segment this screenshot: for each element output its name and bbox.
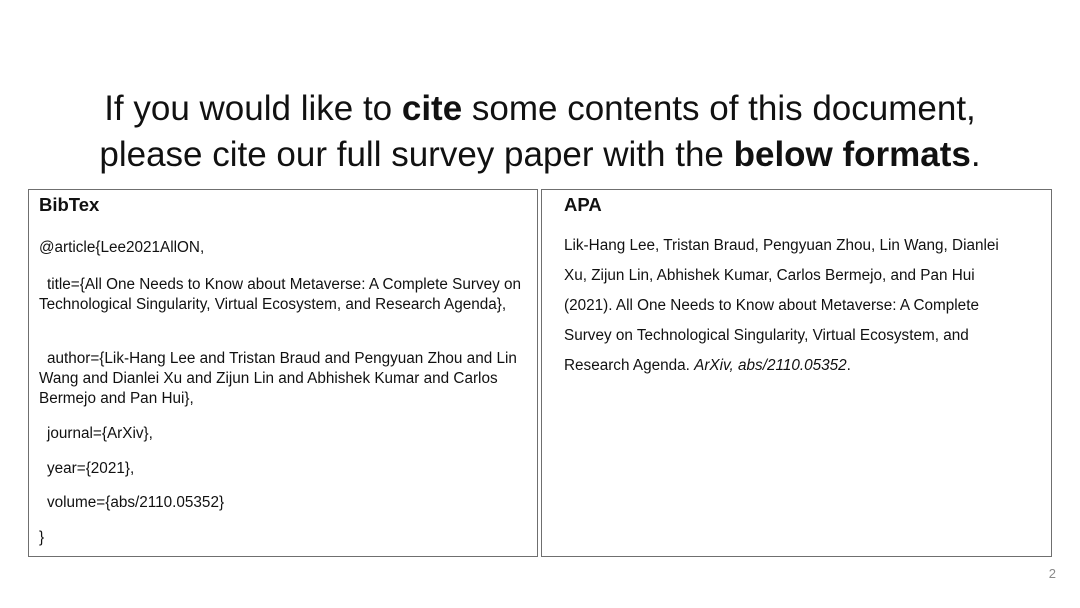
apa-volume: abs/2110.05352 — [733, 357, 847, 374]
bibtex-title: BibTex — [39, 194, 100, 215]
bibtex-year-field: year={2021}, — [47, 460, 135, 477]
bibtex-box — [28, 189, 538, 557]
bibtex-author-field: author={Lik-Hang Lee and Tristan Braud and Pengyuan Zhou and Lin Wang and Dianlei Xu and Zijun Lin and Abhishek Kumar and Carlos Bermejo and Pan Hui}, — [39, 350, 517, 407]
bibtex-volume-field: volume={abs/2110.05352} — [47, 494, 225, 511]
bibtex-entry-close: } — [39, 529, 45, 546]
heading-text: If you would like to — [104, 89, 402, 128]
bibtex-journal-field: journal={ArXiv}, — [47, 425, 153, 442]
page-number: 2 — [1048, 566, 1056, 581]
heading-text: please cite our full survey paper with the — [99, 135, 734, 174]
apa-citation: Lik-Hang Lee, Tristan Braud, Pengyuan Zhou, Lin Wang, Dianlei Xu, Zijun Lin, Abhishek Kumar, Carlos Bermejo, and Pan Hui (2021). All One Needs to Know about Metaverse: A Complete Survey on Technological Singularity, Virtual Ecosystem, and Research Agenda. ArXiv, abs/2110.05352. — [564, 237, 999, 374]
heading-text: . — [970, 135, 981, 174]
apa-journal: ArXiv, — [694, 357, 734, 374]
heading-line-1 — [0, 86, 1080, 132]
heading-emphasis: below formats — [733, 135, 971, 174]
bibtex-entry-open: @article{Lee2021AllON, — [39, 239, 205, 256]
slide-heading — [0, 86, 1080, 178]
bibtex-title-field: title={All One Needs to Know about Metaverse: A Complete Survey on Technological Singularity, Virtual Ecosystem, and Research Agenda}, — [39, 276, 522, 313]
heading-text: some contents of this document, — [462, 89, 976, 128]
heading-emphasis: cite — [401, 89, 463, 128]
heading-line-2 — [0, 132, 1080, 178]
apa-title: APA — [564, 194, 602, 215]
apa-box — [541, 189, 1052, 557]
